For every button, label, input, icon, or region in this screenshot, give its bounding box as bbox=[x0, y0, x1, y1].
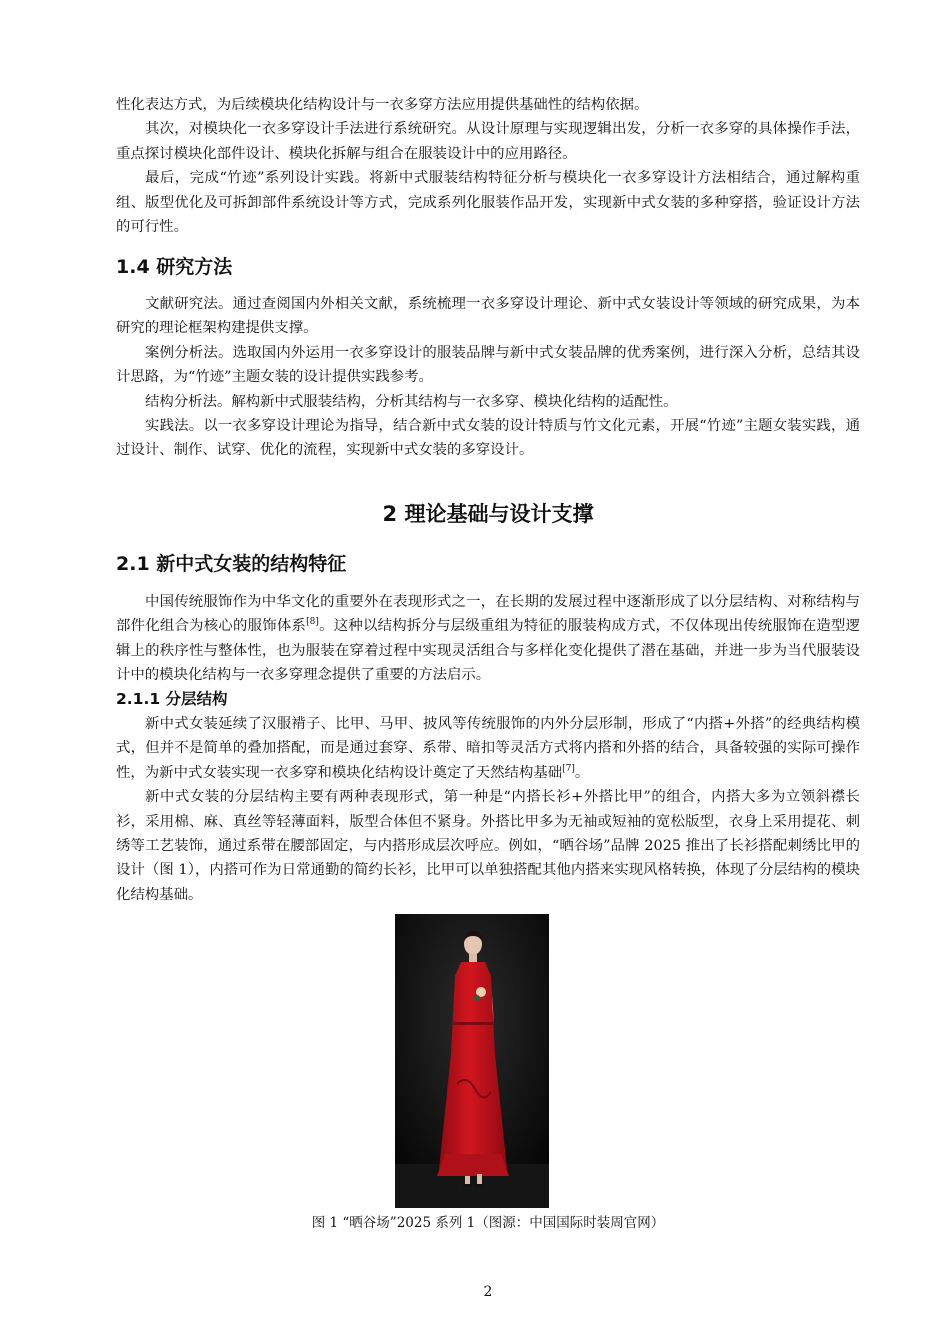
section-2-1-1-body bbox=[116, 712, 860, 907]
dress-hem bbox=[437, 1154, 509, 1176]
intro-paragraph-2: 其次，对模块化一衣多穿设计手法进行系统研究。从设计原理与实现逻辑出发，分析一衣多穿的具体操作手法，重点探讨模块化部件设计、模块化拆解与组合在服装设计中的应用路径。 bbox=[116, 121, 860, 162]
section-heading-2-1: 2.1 新中式女装的结构特征 bbox=[116, 553, 347, 575]
section-1-4-body bbox=[116, 292, 860, 463]
method-structure-analysis: 结构分析法。解构新中式服装结构，分析其结构与一衣多穿、模块化结构的适配性。 bbox=[145, 393, 678, 410]
section-2-1-1 bbox=[116, 688, 860, 710]
section-2-1-paragraph: 中国传统服饰作为中华文化的重要外在表现形式之一，在长期的发展过程中逐渐形成了以分层结构、对称结构与部件化组合为核心的服饰体系[8]。这种以结构拆分与层级重组为特征的服装构成方式，不仅体现出传统服饰在造型逻辑上的秩序性与整体性，也为服装在穿着过程中实现灵活组合与多样化变化提供了潜在基础，并进一步为当代服装设计中的模块化结构与一衣多穿理念提供了重要的方法启示。 bbox=[116, 594, 860, 684]
figure-1-caption: 图 1 “晒谷场”2025 系列 1（图源：中国国际时装周官网） bbox=[311, 1215, 665, 1231]
embroidery-leaf bbox=[474, 995, 480, 1001]
section-heading-2-1-1: 2.1.1 分层结构 bbox=[116, 690, 228, 708]
intro-paragraph-1: 性化表达方式，为后续模块化结构设计与一衣多穿方法应用提供基础性的结构依据。 bbox=[116, 97, 649, 113]
figure-1-runway-photo bbox=[395, 914, 549, 1208]
right-shoe bbox=[475, 1184, 484, 1187]
left-shoe bbox=[463, 1184, 472, 1187]
citation-7: [7] bbox=[562, 764, 575, 775]
section-2-1 bbox=[116, 551, 860, 577]
citation-8: [8] bbox=[306, 617, 319, 628]
layered-structure-paragraph-2: 新中式女装的分层结构主要有两种表现形式，第一种是“内搭长衫+外搭比甲”的组合，内搭大多为立领斜襟长衫，采用棉、麻、真丝等轻薄面料，版型合体但不紧身。外搭比甲多为无袖或短袖的宽松版型，衣身上采用提花、刺绣等工艺装饰，通过系带在腰部固定，与内搭形成层次呼应。例如，“晒谷场”品牌 2025 推出了长衫搭配刺绣比甲的设计（图 1），内搭可作为日常通勤的简约长衫，比甲可以单独搭配其他内搭来实现风格转换，体现了分层结构的模块化结构基础。 bbox=[116, 789, 860, 903]
method-case-analysis: 案例分析法。选取国内外运用一衣多穿设计的服装品牌与新中式女装品牌的优秀案例，进行深入分析，总结其设计思路，为“竹迹”主题女装的设计提供实践参考。 bbox=[116, 344, 860, 386]
section-2-1-body bbox=[116, 590, 860, 688]
intro-paragraph-3: 最后，完成“竹迹”系列设计实践。将新中式服装结构特征分析与模块化一衣多穿设计方法相结合，通过解构重组、版型优化及可拆卸部件系统设计等方式，完成系列化服装作品开发，实现新中式女装的多种穿搭，验证设计方法的可行性。 bbox=[116, 170, 860, 236]
model-neck bbox=[469, 953, 477, 962]
layered-structure-paragraph-1: 新中式女装延续了汉服褙子、比甲、马甲、披风等传统服饰的内外分层形制，形成了“内搭+外搭”的经典结构模式，但并不是简单的叠加搭配，而是通过套穿、系带、暗扣等灵活方式将内搭和外搭的结合，具备较强的实际可操作性，为新中式女装实现一衣多穿和模块化结构设计奠定了天然结构基础[7]。 bbox=[116, 716, 860, 781]
chapter-heading-2: 2 理论基础与设计支撑 bbox=[382, 502, 594, 526]
section-heading-1-4: 1.4 研究方法 bbox=[116, 256, 233, 278]
method-literature: 文献研究法。通过查阅国内外相关文献，系统梳理一衣多穿设计理论、新中式女装设计等领域的研究成果，为本研究的理论框架构建提供支撑。 bbox=[116, 296, 860, 337]
page-number: 2 bbox=[483, 1284, 493, 1300]
intro-block bbox=[116, 93, 860, 239]
runway-model-illustration bbox=[395, 914, 549, 1208]
method-practice: 实践法。以一衣多穿设计理论为指导，结合新中式女装的设计特质与竹文化元素，开展“竹迹”主题女装实践，通过设计、制作、试穿、优化的流程，实现新中式女装的多穿设计。 bbox=[116, 418, 860, 459]
section-1-4 bbox=[116, 254, 860, 280]
waist-tie bbox=[453, 1022, 493, 1025]
